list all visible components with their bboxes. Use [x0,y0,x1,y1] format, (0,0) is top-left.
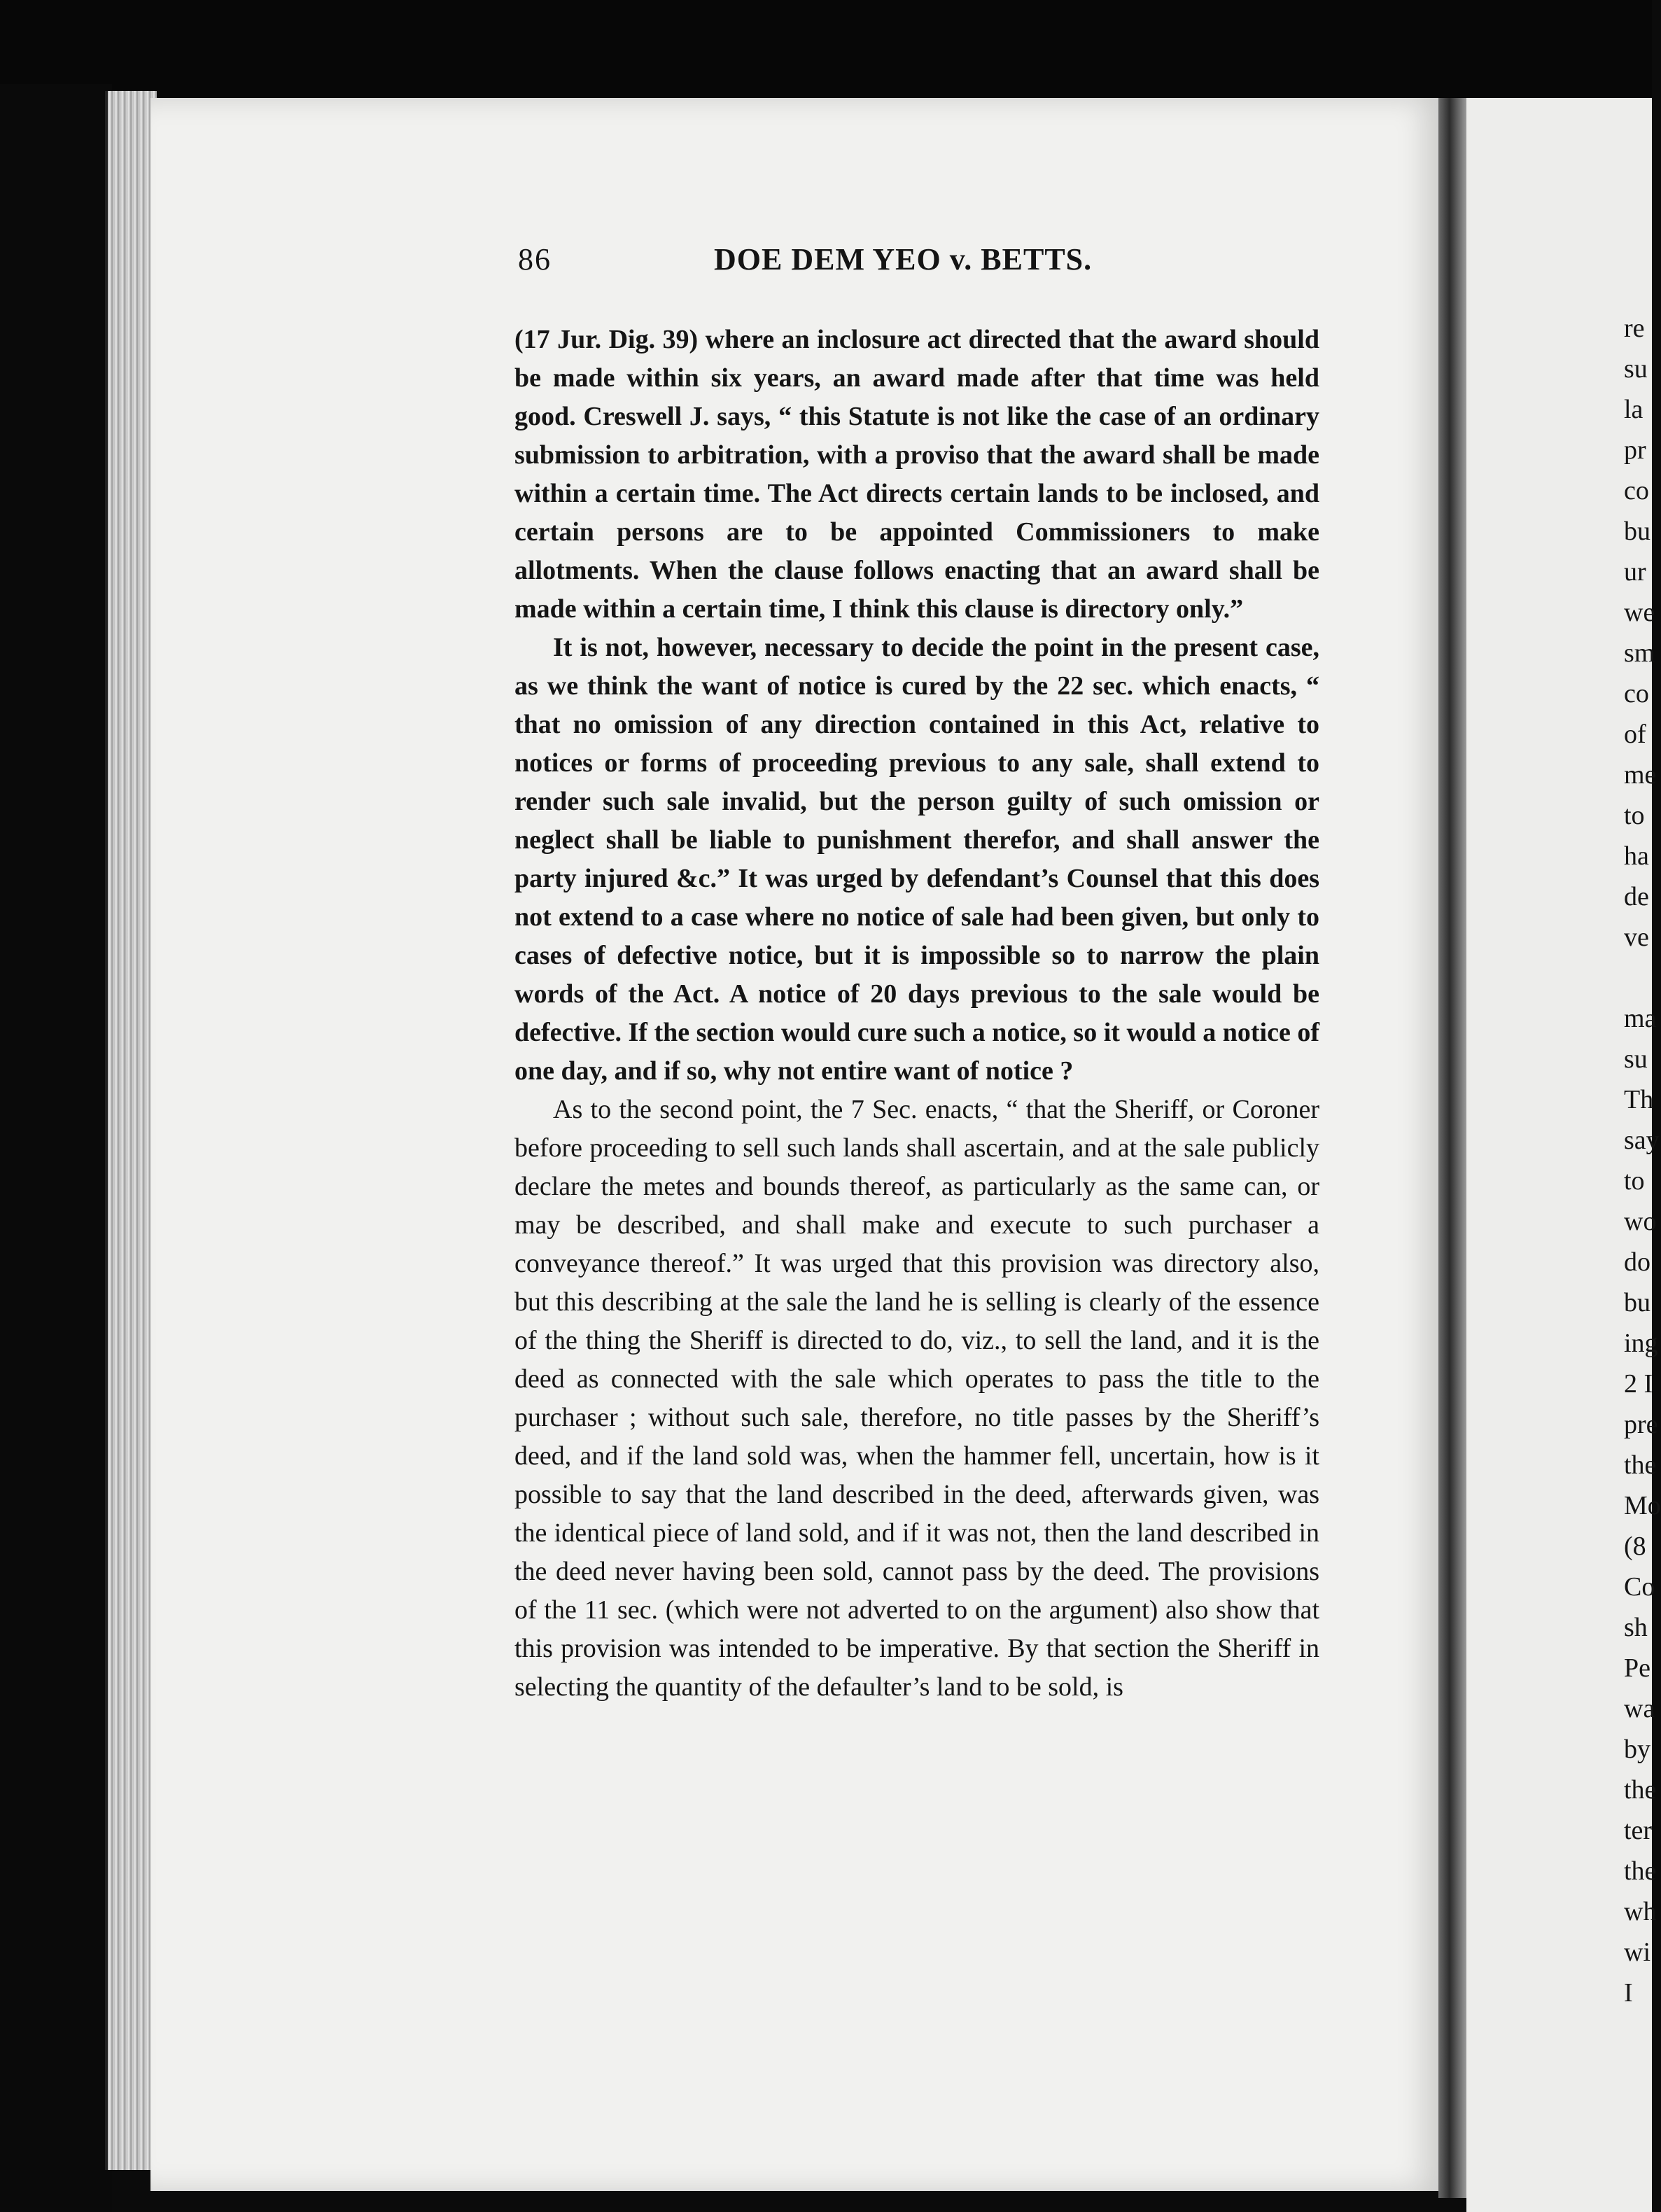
facing-page-line: (8 [1624,1532,1646,1561]
facing-page-line: pre [1624,1410,1658,1439]
facing-page-line: Pe [1624,1653,1651,1683]
facing-page-line: ve [1624,923,1649,952]
facing-page-line: of [1624,720,1646,749]
facing-page-line: bu [1624,1288,1651,1317]
facing-page-line: we [1624,598,1655,627]
facing-page-line: wa [1624,1694,1655,1723]
facing-page-line: the [1624,1450,1657,1480]
facing-page-line: wh [1624,1897,1657,1926]
running-title: DOE DEM YEO v. BETTS. [714,242,1093,276]
facing-page-line: the [1624,1856,1657,1886]
facing-page-line: re [1624,314,1645,343]
facing-page-line: ha [1624,841,1649,871]
facing-page-line: pr [1624,435,1646,465]
page-number: 86 [518,242,552,276]
facing-page-line: bu [1624,517,1651,546]
facing-page-line: by [1624,1735,1651,1764]
facing-page-line: say [1624,1126,1660,1155]
paragraph-2: It is not, however, necessary to decide the point in the present case, as we think the want of notice is cured by the 22 sec. which enacts, “ that no omission of any direction contained in this Act, relative to notices or forms of proceeding previous to any sale, shall extend to render such sale invalid, but the person guilty of such omission or neglect shall be liable to punishment therefor, and shall answer the party injured &c.” It was urged by defendant’s Counsel that this does not extend to a case where no notice of sale had been given, but only to cases of defective notice, but it is impossible so to narrow the plain words of the Act. A notice of 20 days previous to the sale would be defective. If the section would cure such a notice, so it would a notice of one day, and if so, why not entire want of notice ? [514,633,1319,1086]
facing-page-text [1624,308,1661,2013]
page-stack-edge [105,91,157,2170]
facing-page-line: wi [1624,1938,1651,1967]
facing-page-line: ur [1624,557,1646,587]
facing-page-line: I [1624,1978,1633,2008]
facing-page-line: ing [1624,1329,1658,1358]
book-gutter [1438,98,1466,2198]
facing-page-line: wo [1624,1207,1657,1236]
facing-page-line: me [1624,760,1657,790]
facing-page-line: ter [1624,1816,1653,1845]
page-body [514,321,1319,1707]
facing-page-line: sm [1624,638,1655,668]
book-cover-edge [0,84,112,2212]
facing-page-line: de [1624,882,1649,911]
facing-page-line [1624,958,1652,998]
facing-page-line: Mo [1624,1491,1661,1520]
facing-page-line: to [1624,801,1645,830]
facing-page-line: the [1624,1775,1657,1805]
facing-page-line: 2 I [1624,1369,1653,1399]
facing-page-line: Th [1624,1085,1654,1114]
facing-page-line: co [1624,476,1649,505]
facing-page-line: ma [1624,1004,1657,1033]
facing-page-line: su [1624,354,1648,384]
facing-page-line: la [1624,395,1644,424]
facing-page-line: do [1624,1247,1651,1277]
facing-page-line: Co [1624,1572,1655,1602]
paragraph-1: (17 Jur. Dig. 39) where an inclosure act directed that the award should be made within six years, an award made after that time was held good. Creswell J. says, “ this Statute is not like the case of an ordinary submission to arbitration, with a proviso that the award shall be made within a certain time. The Act directs certain lands to be inclosed, and certain persons are to be appointed Commissioners to make allotments. When the clause follows enacting that an award shall be made within a certain time, I think this clause is directory only.” [514,325,1319,624]
facing-page-line: sh [1624,1613,1648,1642]
page-header [518,241,1316,290]
facing-page-line: co [1624,679,1649,708]
scan-top-border [0,0,1652,105]
facing-page-line: to [1624,1166,1645,1196]
facing-page-line: su [1624,1044,1648,1074]
paragraph-3: As to the second point, the 7 Sec. enacts, “ that the Sheriff, or Coroner before proceeding to sell such lands shall ascertain, and at the sale publicly declare the metes and bounds thereof, as particularly as the same can, or may be described, and shall make and execute to such purchaser a conveyance thereof.” It was urged that this provision was directory also, but this describing at the sale the land he is selling is clearly of the essence of the thing the Sheriff is directed to do, viz., to sell the land, and it is the deed as connected with the sale which operates to pass the title to the purchaser ; without such sale, therefore, no title passes by the Sheriff’s deed, and if the land sold was, when the hammer fell, uncertain, how is it possible to say that the land described in the deed, afterwards given, was the identical piece of land sold, and if it was not, then the land described in the deed never having been sold, cannot pass by the deed. The provisions of the 11 sec. (which were not adverted to on the argument) also show that this provision was intended to be imperative. By that section the Sheriff in selecting the quantity of the defaulter’s land to be sold, is [514,1095,1319,1702]
